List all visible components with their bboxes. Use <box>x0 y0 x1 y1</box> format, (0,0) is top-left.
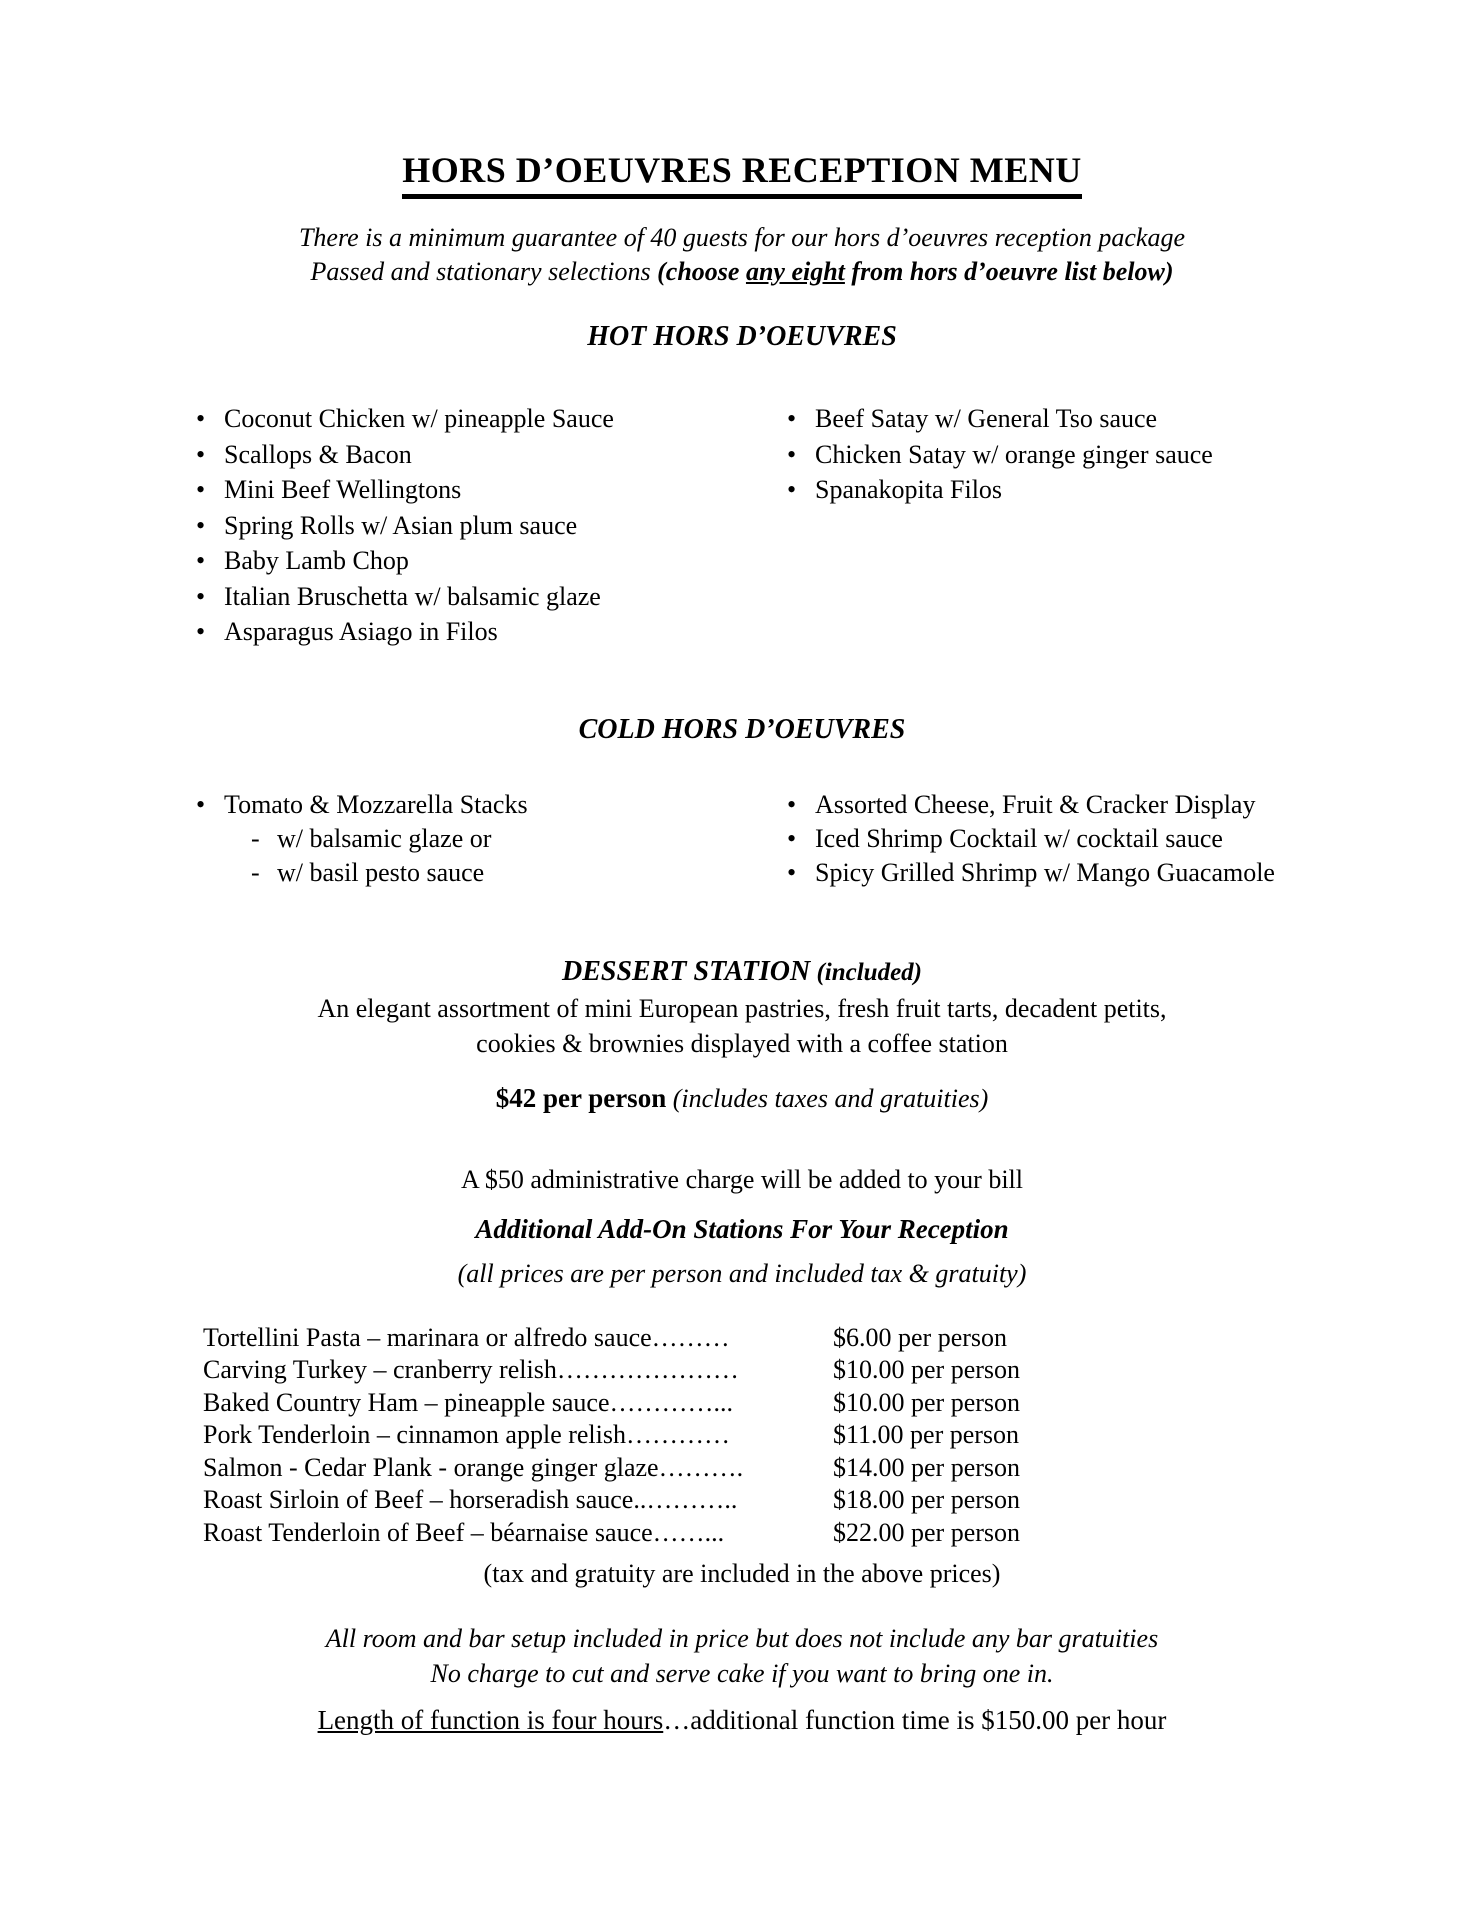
bullet-icon: • <box>196 475 206 505</box>
package-price-note: (includes taxes and gratuities) <box>666 1083 989 1113</box>
price-row-price: $6.00 per person <box>833 1322 1008 1352</box>
bullet-icon: • <box>196 617 206 647</box>
function-length-underlined: Length of function is four hours <box>317 1705 664 1736</box>
cold-right-column <box>787 788 1484 890</box>
menu-item <box>787 401 1484 437</box>
cold-columns <box>0 788 1484 890</box>
package-price-line <box>0 1084 1484 1113</box>
menu-subitem <box>196 822 787 856</box>
price-row-price: $14.00 per person <box>833 1452 1021 1482</box>
price-row-item: Tortellini Pasta – marinara or alfredo sauce……… <box>203 1322 730 1352</box>
price-row <box>203 1354 1484 1387</box>
cold-section-heading: COLD HORS D’OEUVRES <box>578 713 906 745</box>
price-row <box>203 1419 1484 1452</box>
intro-line-2: Passed and stationary selections (choose any eight from hors d’oeuvre list below) <box>310 257 1174 287</box>
bullet-icon: • <box>196 789 206 819</box>
bullet-icon: • <box>787 857 797 887</box>
bullet-icon: • <box>787 789 797 819</box>
any-eight-underline: any eight <box>745 257 845 287</box>
function-length-rest: …additional function time is $150.00 per hour <box>663 1705 1167 1736</box>
bullet-icon: • <box>787 404 797 434</box>
hot-left-column <box>196 401 787 650</box>
price-row <box>203 1452 1484 1485</box>
price-row <box>203 1517 1484 1550</box>
footer-notes <box>0 1621 1484 1691</box>
dash-icon: - <box>251 823 260 853</box>
cold-left-subitems <box>196 822 787 890</box>
menu-item <box>787 822 1484 856</box>
menu-item <box>787 788 1484 822</box>
dessert-description-line-2: cookies & brownies displayed with a coffee station <box>476 1028 1008 1058</box>
menu-item-label: Scallops & Bacon <box>224 439 412 469</box>
bullet-icon: • <box>787 823 797 853</box>
intro-text <box>0 221 1484 289</box>
menu-item <box>787 437 1484 473</box>
menu-subitem-label: w/ basil pesto sauce <box>277 857 485 887</box>
menu-item-label: Beef Satay w/ General Tso sauce <box>815 404 1158 434</box>
menu-item-label: Mini Beef Wellingtons <box>224 475 462 505</box>
price-row-item: Carving Turkey – cranberry relish………………… <box>203 1355 739 1385</box>
bullet-icon: • <box>787 439 797 469</box>
menu-item <box>196 508 787 544</box>
menu-item-label: Coconut Chicken w/ pineapple Sauce <box>224 404 614 434</box>
menu-item-label: Italian Bruschetta w/ balsamic glaze <box>224 581 601 611</box>
menu-item-label: Chicken Satay w/ orange ginger sauce <box>815 439 1213 469</box>
cold-left-column <box>196 788 787 890</box>
price-row-item: Roast Sirloin of Beef – horseradish sauce..……….. <box>203 1485 738 1515</box>
footer-note-line-2: No charge to cut and serve cake if you want to bring one in. <box>430 1659 1054 1689</box>
dessert-description-line-1: An elegant assortment of mini European pastries, fresh fruit tarts, decadent petits, <box>317 993 1167 1023</box>
menu-item-label: Spring Rolls w/ Asian plum sauce <box>224 510 578 540</box>
hot-section-heading: HOT HORS D’OEUVRES <box>587 321 897 353</box>
menu-item <box>787 856 1484 890</box>
menu-subitem-label: w/ balsamic glaze or <box>277 823 492 853</box>
bullet-icon: • <box>787 475 797 505</box>
tax-included-note: (tax and gratuity are included in the above prices) <box>483 1559 1001 1589</box>
admin-charge-line: A $50 administrative charge will be added to your bill <box>460 1164 1023 1194</box>
price-row-price: $11.00 per person <box>833 1420 1020 1450</box>
menu-item-label: Assorted Cheese, Fruit & Cracker Display <box>815 789 1256 819</box>
price-row <box>203 1484 1484 1517</box>
menu-item <box>787 472 1484 508</box>
bullet-icon: • <box>196 510 206 540</box>
price-row-price: $10.00 per person <box>833 1387 1021 1417</box>
dessert-section-heading: DESSERT STATION (included) <box>562 955 922 987</box>
menu-item <box>196 437 787 473</box>
menu-item-label: Asparagus Asiago in Filos <box>224 617 498 647</box>
page-title: HORS D’OEUVRES RECEPTION MENU <box>402 150 1082 199</box>
price-row-item: Salmon - Cedar Plank - orange ginger glaze………. <box>203 1452 744 1482</box>
menu-item-label: Iced Shrimp Cocktail w/ cocktail sauce <box>815 823 1223 853</box>
menu-item-label: Spanakopita Filos <box>815 475 1003 505</box>
price-row-price: $18.00 per person <box>833 1485 1021 1515</box>
function-length-line <box>0 1704 1484 1737</box>
menu-item-label: Spicy Grilled Shrimp w/ Mango Guacamole <box>815 857 1275 887</box>
price-row <box>203 1322 1484 1355</box>
menu-item-label: Tomato & Mozzarella Stacks <box>224 789 528 819</box>
price-row-price: $22.00 per person <box>833 1517 1021 1547</box>
addons-heading: Additional Add-On Stations For Your Reception <box>475 1213 1009 1244</box>
menu-item <box>196 788 787 822</box>
price-row-item: Roast Tenderloin of Beef – béarnaise sauce……... <box>203 1517 725 1547</box>
addons-price-table <box>0 1322 1484 1550</box>
hot-right-column <box>787 401 1484 650</box>
bullet-icon: • <box>196 404 206 434</box>
price-row-item: Pork Tenderloin – cinnamon apple relish………… <box>203 1420 730 1450</box>
bullet-icon: • <box>196 439 206 469</box>
menu-item <box>196 401 787 437</box>
bullet-icon: • <box>196 581 206 611</box>
bullet-icon: • <box>196 546 206 576</box>
menu-item <box>196 579 787 615</box>
hot-columns <box>0 401 1484 650</box>
menu-item <box>196 472 787 508</box>
price-row-item: Baked Country Ham – pineapple sauce…………... <box>203 1387 733 1417</box>
menu-subitem <box>196 856 787 890</box>
menu-item-label: Baby Lamb Chop <box>224 546 409 576</box>
menu-item <box>196 543 787 579</box>
title-section <box>0 0 1484 199</box>
menu-item <box>196 614 787 650</box>
price-row <box>203 1387 1484 1420</box>
price-row-price: $10.00 per person <box>833 1355 1021 1385</box>
package-price: $42 per person <box>495 1082 667 1113</box>
addons-price-note: (all prices are per person and included tax & gratuity) <box>457 1258 1027 1288</box>
intro-line-1: There is a minimum guarantee of 40 guests for our hors d’oeuvres reception package <box>298 223 1186 253</box>
dash-icon: - <box>251 857 260 887</box>
dessert-included-note: (included) <box>810 958 922 986</box>
footer-note-line-1: All room and bar setup included in price but does not include any bar gratuities <box>325 1624 1159 1654</box>
